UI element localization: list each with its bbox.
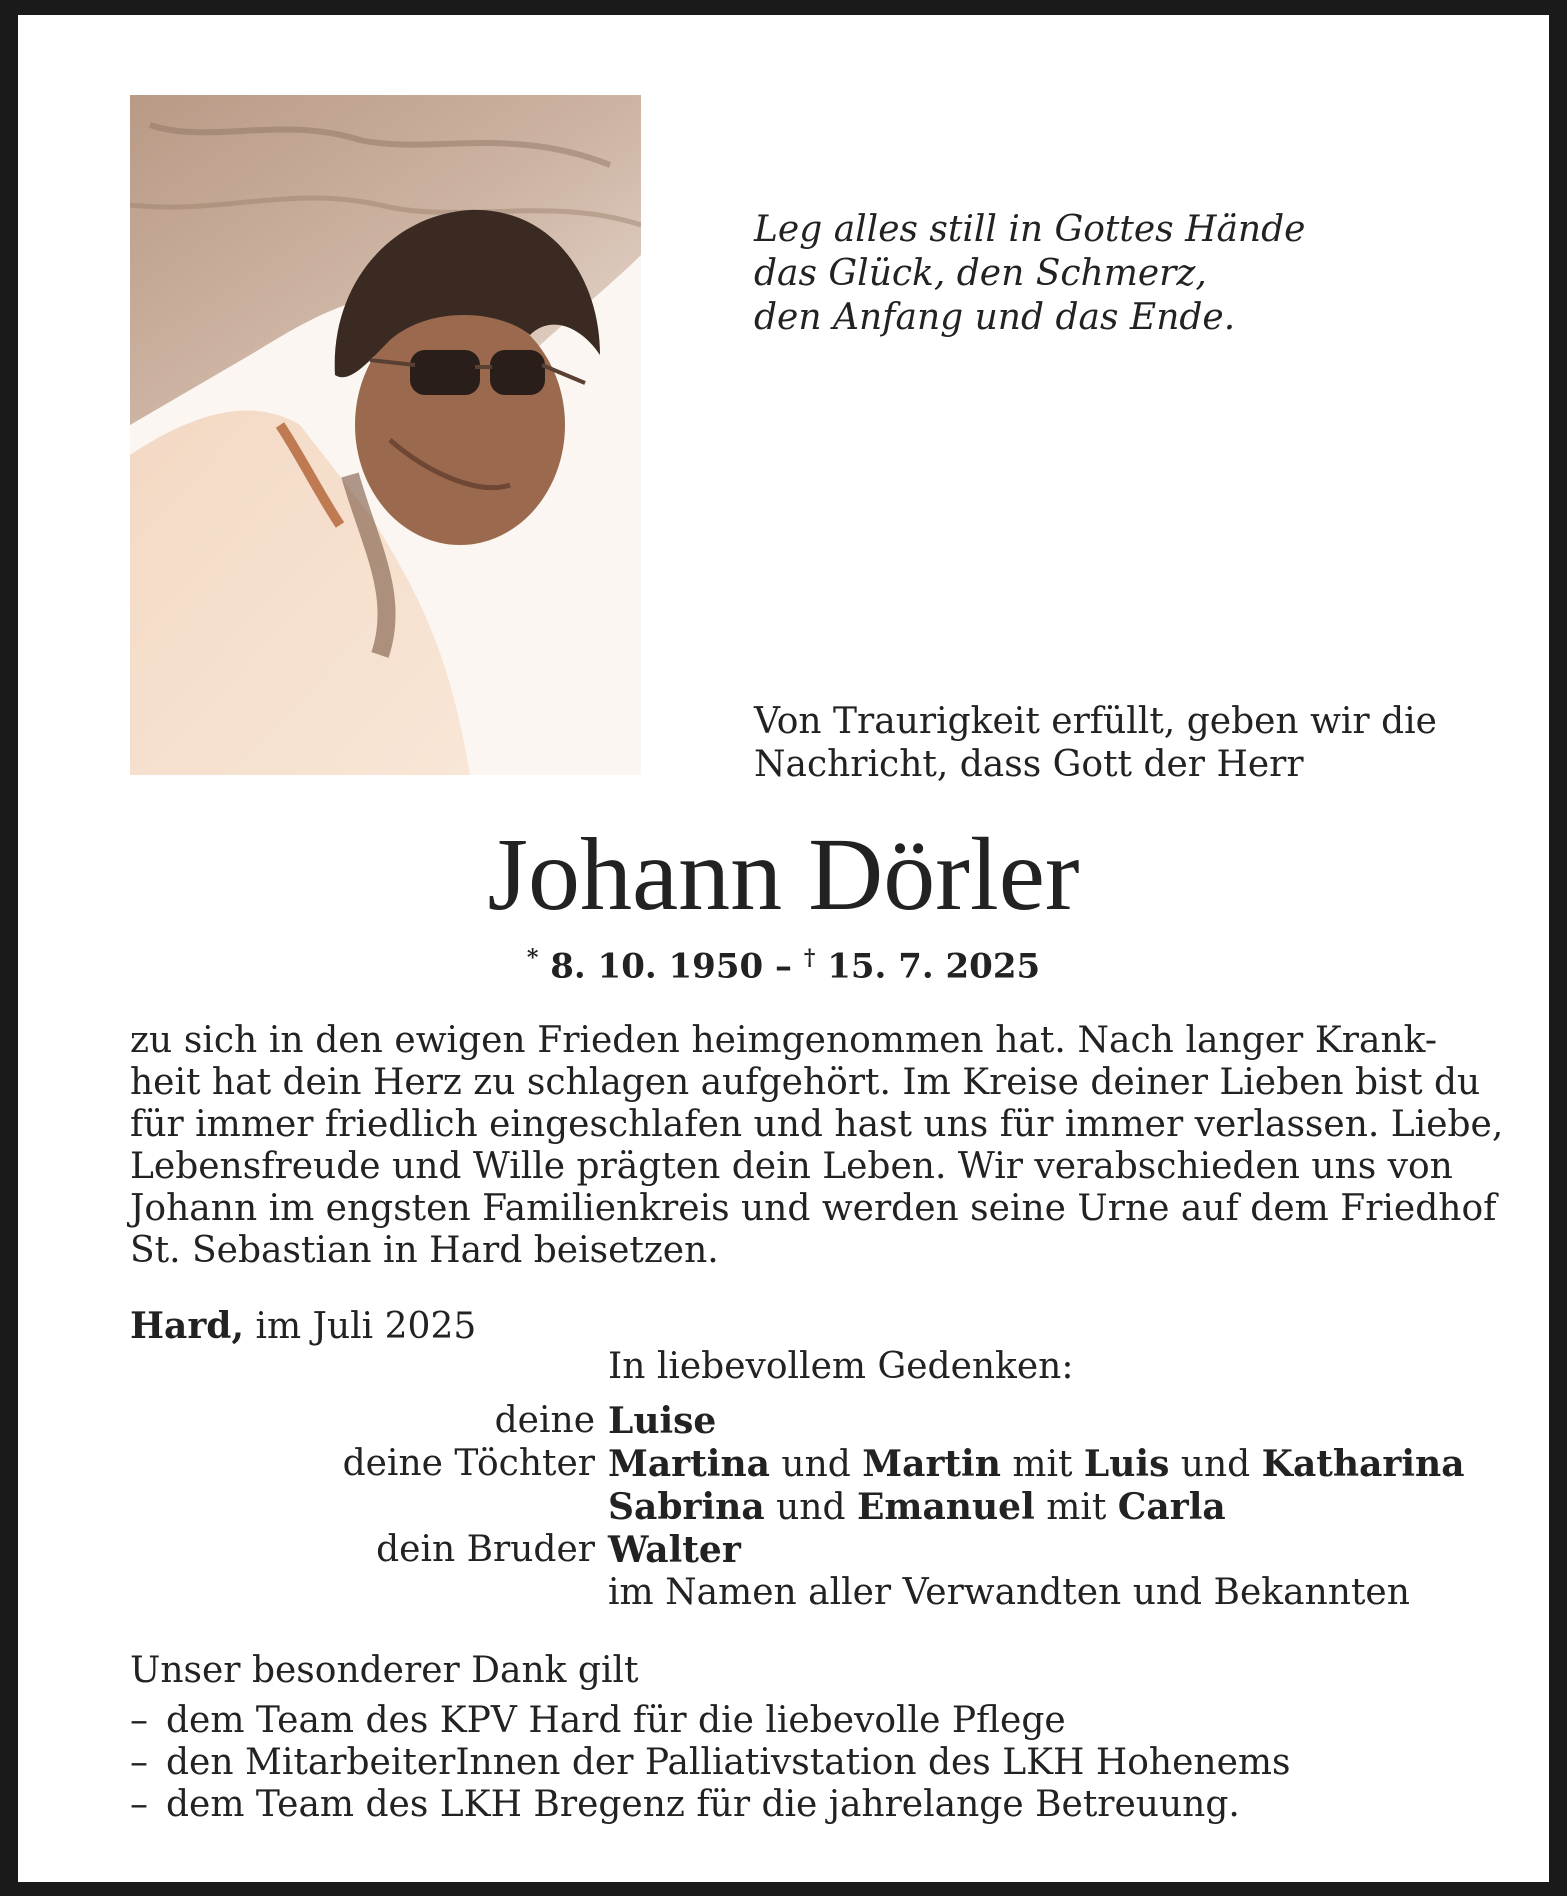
thanks-item-text: dem Team des LKH Bregenz für die jahrelange Betreuung. [166,1784,1240,1825]
body-line: Johann im engsten Familienkreis und werden seine Urne auf dem Friedhof [130,1188,1497,1229]
family-name: Luise [608,1400,717,1442]
dash-bullet: – [130,1742,148,1783]
family-joiner: und [764,1487,857,1528]
family-name: Sabrina [608,1486,765,1528]
body-line: Lebensfreude und Wille prägten dein Leben. Wir verabschieden uns von [130,1146,1453,1187]
thanks-item [130,1784,1291,1826]
intro-line: Nachricht, dass Gott der Herr [754,744,1304,785]
family-relation: dein Bruder [376,1529,595,1570]
family-row [300,1572,1465,1614]
death-symbol: † [803,945,816,971]
family-row [300,1529,1465,1572]
body-line: für immer friedlich eingeschlafen und hast uns für immer verlassen. Liebe, [130,1104,1504,1145]
family-relation: deine Töchter [342,1443,595,1484]
family-row [300,1486,1465,1529]
family-relation: deine [494,1400,595,1441]
family-joiner: mit [1000,1444,1084,1485]
family-name: Martin [862,1443,1001,1485]
portrait-photo [130,95,641,775]
dash-bullet: – [130,1784,148,1825]
family-joiner: mit [1034,1487,1118,1528]
intro-line: Von Traurigkeit erfüllt, geben wir die [754,701,1437,742]
body-line: heit hat dein Herz zu schlagen aufgehört. Im Kreise deiner Lieben bist du [130,1062,1481,1103]
thanks-list [130,1700,1291,1826]
place-date-text: im Juli 2025 [244,1306,477,1347]
intro-text [754,700,1437,786]
verse-line: Leg alles still in Gottes Hände [754,209,1306,250]
verse-line: das Glück, den Schmerz, [754,253,1207,294]
date-separator: – [775,946,792,987]
place-date [130,1305,476,1348]
family-name: Emanuel [856,1486,1035,1528]
family-row [300,1400,1465,1443]
life-dates [0,945,1567,986]
family-joiner: und [769,1444,863,1485]
thanks-item-text: dem Team des KPV Hard für die liebevolle Pflege [166,1700,1066,1741]
family-name: Walter [608,1529,741,1571]
family-name: Luis [1083,1443,1170,1485]
body-line: zu sich in den ewigen Frieden heimgenommen hat. Nach langer Krank- [130,1020,1437,1061]
birth-symbol: * [526,945,539,971]
portrait-image [130,95,641,775]
obituary-body [130,1020,1504,1272]
memorial-heading: In liebevollem Gedenken: [608,1346,1074,1387]
thanks-item [130,1700,1291,1742]
birth-date: 8. 10. 1950 [550,946,764,987]
place-town: Hard, [130,1305,245,1347]
thanks-item [130,1742,1291,1784]
family-list [300,1400,1465,1614]
family-joiner: und [1169,1444,1262,1485]
body-line: St. Sebastian in Hard beisetzen. [130,1230,719,1271]
verse [754,208,1305,340]
death-date: 15. 7. 2025 [827,946,1041,987]
family-closing: im Namen aller Verwandten und Bekannten [608,1572,1410,1613]
thanks-item-text: den MitarbeiterInnen der Palliativstation des LKH Hohenems [166,1742,1291,1783]
deceased-name: Johann Dörler [487,817,1080,932]
thanks-heading: Unser besonderer Dank gilt [130,1650,639,1691]
family-name: Carla [1117,1486,1226,1528]
dash-bullet: – [130,1700,148,1741]
verse-line: den Anfang und das Ende. [754,297,1236,338]
family-row [300,1443,1465,1486]
family-name: Martina [608,1443,770,1485]
family-name: Katharina [1261,1443,1465,1485]
